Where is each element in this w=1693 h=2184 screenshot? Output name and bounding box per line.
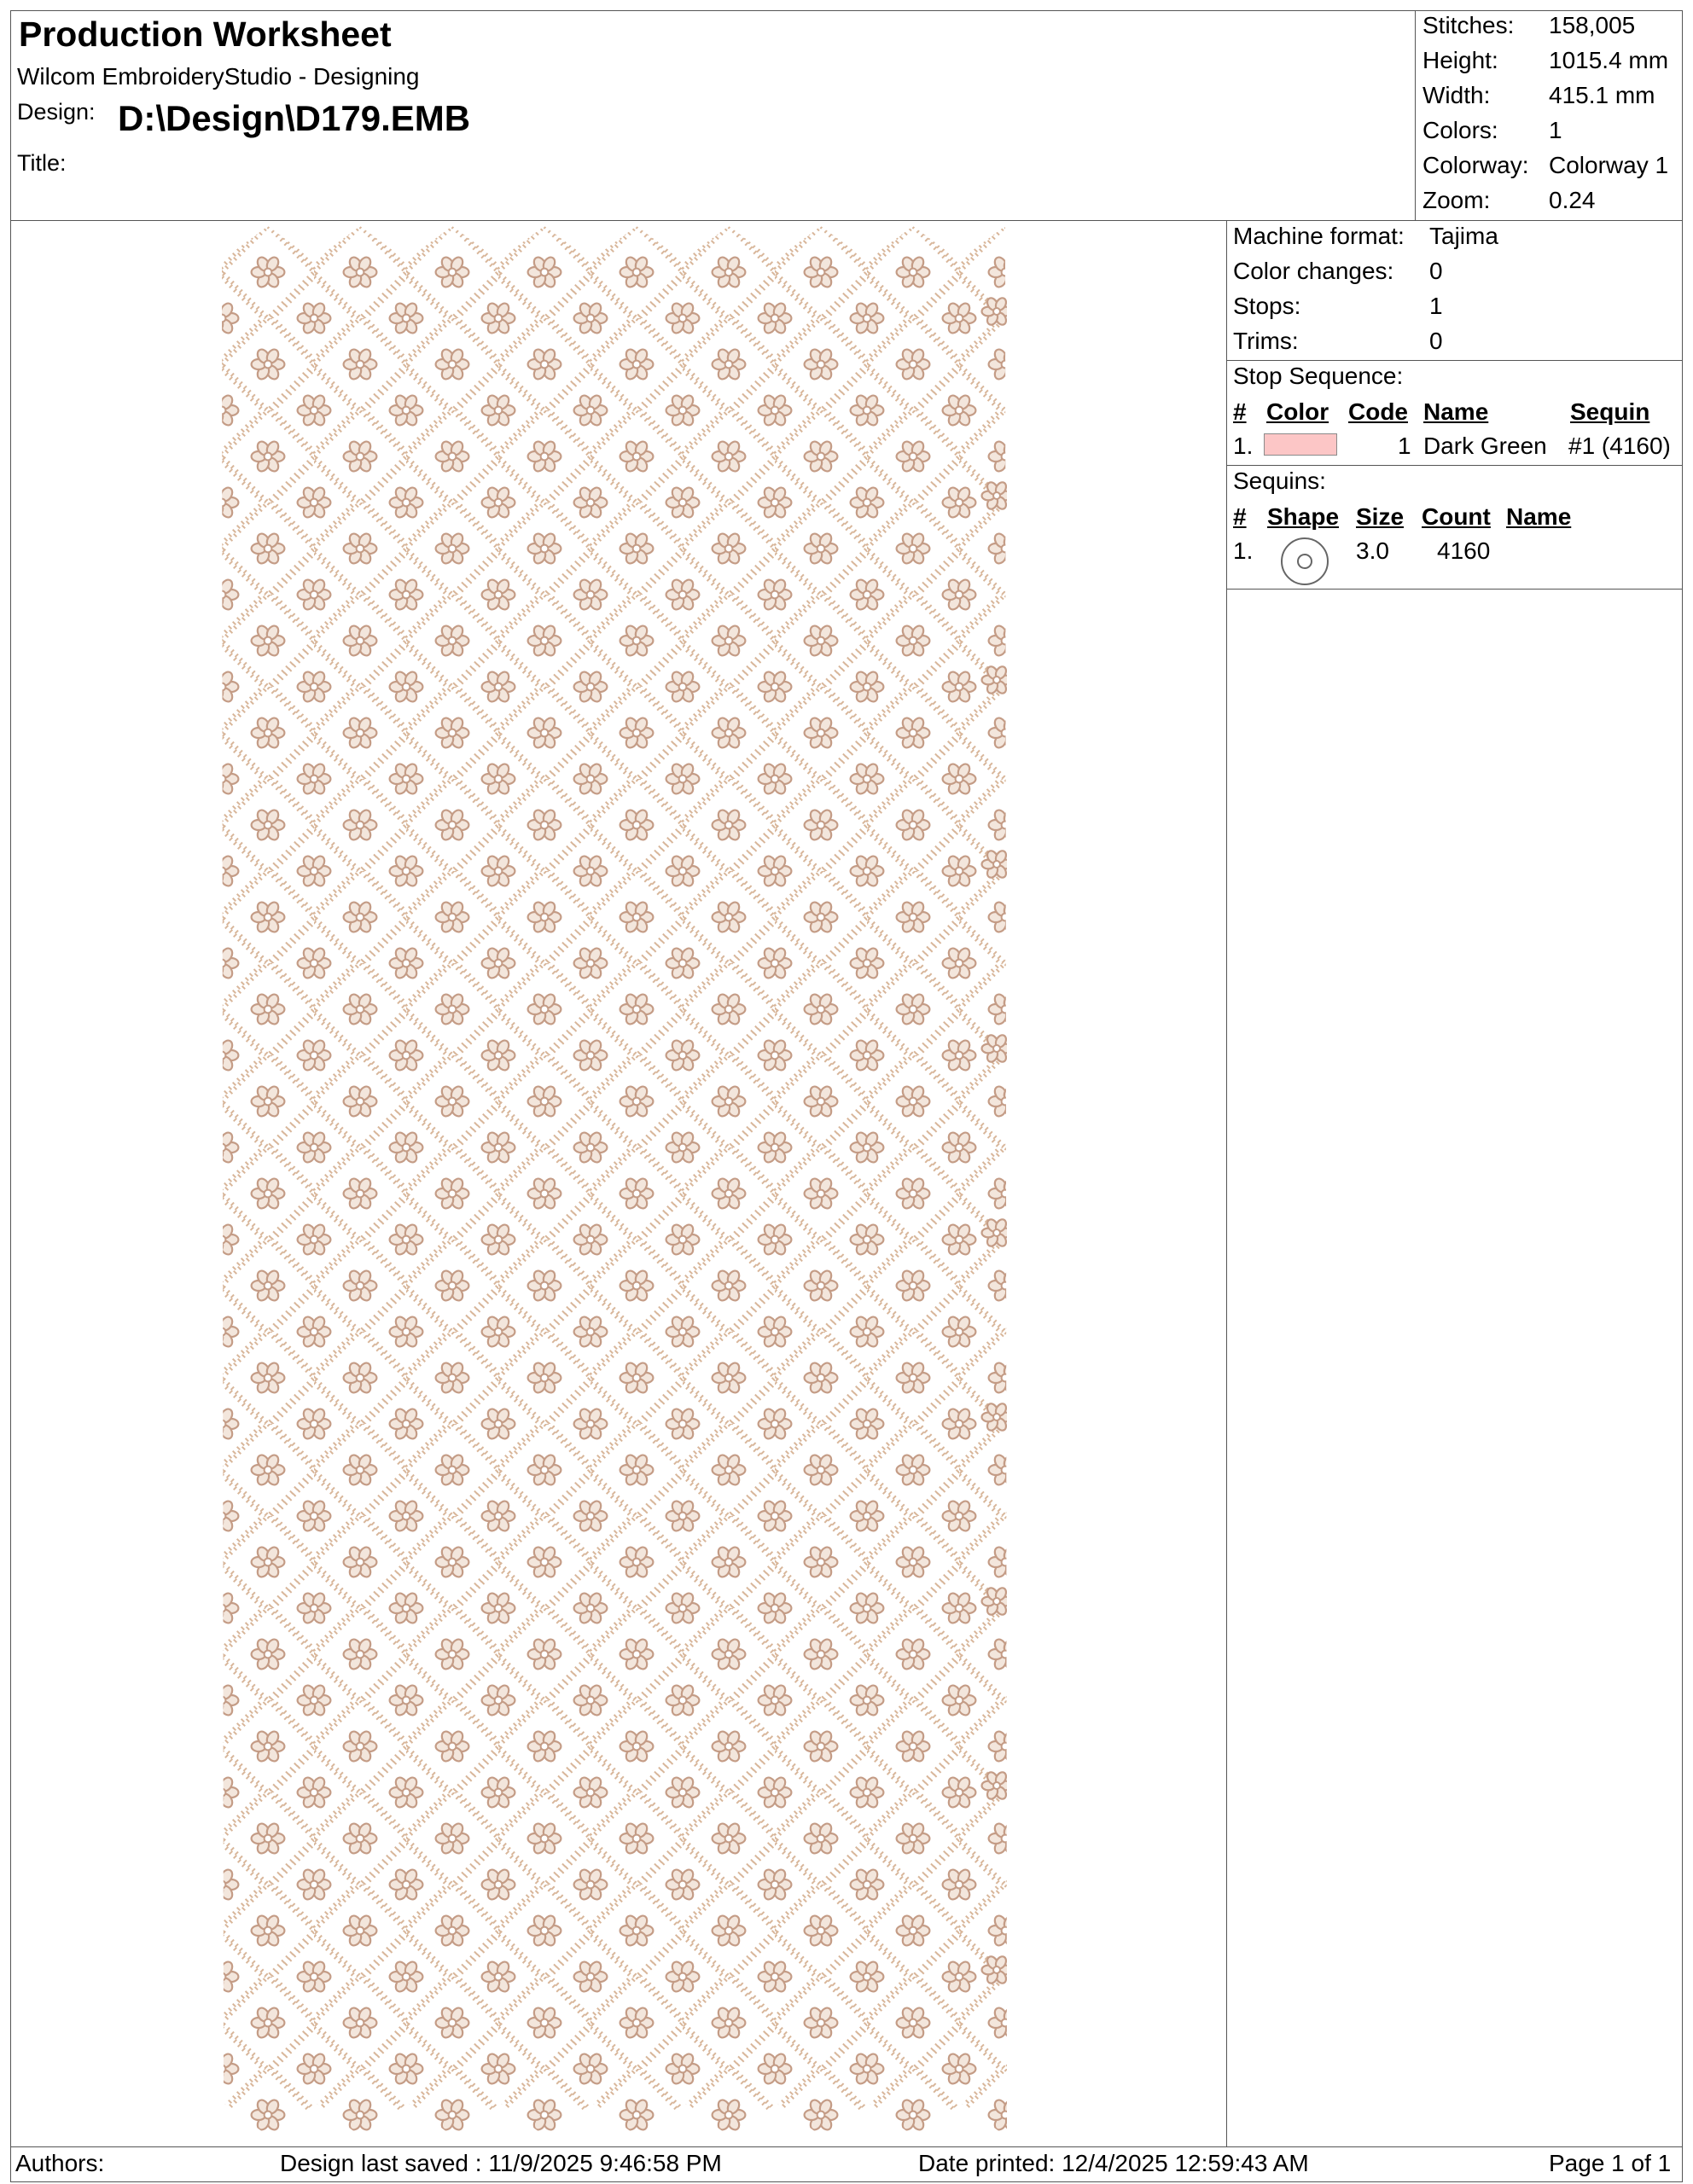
stitches-value: 158,005 — [1549, 12, 1636, 38]
summary-divider — [1415, 10, 1416, 220]
design-path: D:\Design\D179.EMB — [118, 98, 471, 138]
height-value: 1015.4 mm — [1549, 47, 1669, 73]
height-label: Height: — [1422, 47, 1498, 73]
section-divider — [1226, 360, 1683, 361]
stops-value: 1 — [1429, 293, 1443, 319]
design-last-saved: Design last saved : 11/9/2025 9:46:58 PM — [280, 2150, 722, 2176]
stop-row-name: Dark Green — [1423, 433, 1547, 459]
color-changes-label: Color changes: — [1233, 258, 1394, 284]
design-label: Design: — [17, 99, 96, 125]
width-label: Width: — [1422, 82, 1491, 108]
stitches-label: Stitches: — [1422, 12, 1515, 38]
stop-col-sequin: Sequin — [1570, 398, 1650, 425]
section-divider — [1226, 465, 1683, 466]
sequin-row-count: 4160 — [1437, 537, 1491, 564]
machine-format-value: Tajima — [1429, 223, 1498, 249]
color-swatch — [1264, 433, 1337, 456]
machine-format-label: Machine format: — [1233, 223, 1405, 249]
stop-col-num: # — [1233, 398, 1247, 425]
header-divider — [10, 220, 1683, 221]
sequin-col-shape: Shape — [1267, 503, 1340, 530]
stop-row-sequin: #1 (4160) — [1568, 433, 1671, 459]
zoom-label: Zoom: — [1422, 187, 1491, 213]
trims-label: Trims: — [1233, 328, 1299, 354]
stop-col-name: Name — [1423, 398, 1489, 425]
authors-label: Authors: — [15, 2150, 105, 2176]
width-value: 415.1 mm — [1549, 82, 1655, 108]
trims-value: 0 — [1429, 328, 1443, 354]
sequin-col-name: Name — [1506, 503, 1572, 530]
sequin-col-count: Count — [1422, 503, 1491, 530]
stop-col-color: Color — [1266, 398, 1329, 425]
colorway-label: Colorway: — [1422, 152, 1529, 178]
sequin-row-num: 1. — [1233, 537, 1254, 564]
sequin-col-size: Size — [1356, 503, 1405, 530]
stop-row-num: 1. — [1233, 433, 1254, 459]
embroidery-design-preview — [222, 226, 1007, 2137]
title-label: Title: — [17, 150, 67, 176]
stop-row-code: 1 — [1398, 433, 1411, 459]
sequins-heading: Sequins: — [1233, 468, 1326, 494]
stop-sequence-heading: Stop Sequence: — [1233, 363, 1404, 389]
colors-value: 1 — [1549, 117, 1562, 143]
date-printed: Date printed: 12/4/2025 12:59:43 AM — [918, 2150, 1309, 2176]
footer-divider — [10, 2146, 1683, 2147]
circle-sequin-icon — [1281, 537, 1329, 585]
colors-label: Colors: — [1422, 117, 1498, 143]
sequin-row-size: 3.0 — [1356, 537, 1389, 564]
panel-divider — [1226, 220, 1227, 2146]
lattice-fill — [222, 226, 1007, 2137]
sequin-col-num: # — [1233, 503, 1247, 530]
page-number: Page 1 of 1 — [1549, 2150, 1672, 2176]
stops-label: Stops: — [1233, 293, 1301, 319]
stop-col-code: Code — [1348, 398, 1408, 425]
page-title: Production Worksheet — [19, 15, 392, 54]
colorway-value: Colorway 1 — [1549, 152, 1669, 178]
section-divider — [1226, 589, 1683, 590]
color-changes-value: 0 — [1429, 258, 1443, 284]
software-name: Wilcom EmbroideryStudio - Designing — [17, 63, 420, 90]
zoom-value: 0.24 — [1549, 187, 1596, 213]
